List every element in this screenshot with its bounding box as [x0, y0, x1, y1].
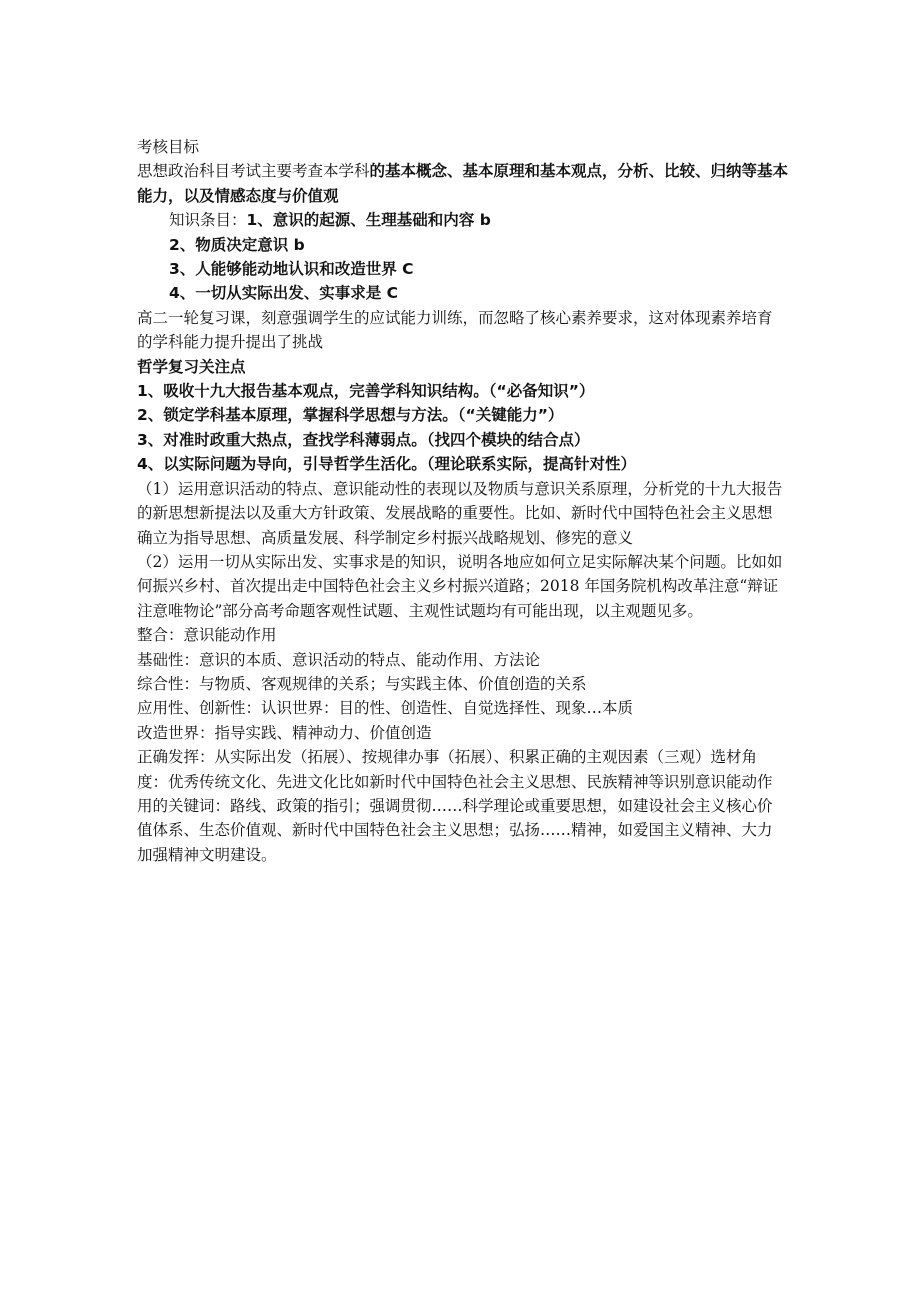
integration-line-1: 整合：意识能动作用	[137, 626, 277, 645]
integration-line-2: 基础性：意识的本质、意识活动的特点、能动作用、方法论	[137, 650, 541, 669]
section-title: 考核目标	[137, 138, 200, 156]
para2-line-2: 何振兴乡村、首次提出走中国特色社会主义乡村振兴道路；2018 年国务院机构改革注意“辩证	[137, 577, 779, 596]
knowledge-item-4: 4、一切从实际出发、实事求是 C	[169, 284, 399, 303]
correct-line-4: 值体系、生态价值观、新时代中国特色社会主义思想；弘扬……精神，如爱国主义精神、大力	[137, 821, 773, 840]
focus-point-2: 2、锁定学科基本原理，掌握科学思想与方法。（“关键能力”）	[137, 406, 564, 425]
para1-line-1: （1）运用意识活动的特点、意识能动性的表现以及物质与意识关系原理，分析党的十九大报告	[137, 479, 783, 498]
correct-line-3: 用的关键词：路线、政策的指引；强调贯彻……科学理论或重要思想，如建设社会主义核心价	[137, 796, 773, 815]
focus-heading: 哲学复习关注点	[137, 357, 246, 376]
para2-line-1: （2）运用一切从实际出发、实事求是的知识，说明各地应如何立足实际解决某个问题。比如如	[137, 552, 783, 571]
integration-line-3: 综合性：与物质、客观规律的关系；与实践主体、价值创造的关系	[137, 674, 587, 693]
focus-point-3: 3、对准时政重大热点，查找学科薄弱点。（找四个模块的结合点）	[137, 430, 590, 449]
knowledge-item-3: 3、人能够能动地认识和改造世界 C	[169, 260, 414, 279]
knowledge-item-text: 1、意识的起源、生理基础和内容 b	[246, 211, 491, 230]
document-body	[137, 135, 787, 867]
focus-point-4: 4、以实际问题为导向，引导哲学生活化。（理论联系实际，提高针对性）	[137, 455, 637, 474]
para2-line-3: 注意唯物论”部分高考命题客观性试题、主观性试题均有可能出现，以主观题见多。	[137, 601, 703, 620]
integration-line-4: 应用性、创新性：认识世界：目的性、创造性、自觉选择性、现象…本质	[137, 699, 634, 718]
correct-line-5: 加强精神文明建设。	[137, 845, 277, 864]
knowledge-label: 知识条目：	[169, 211, 247, 230]
intro-line-1: 高二一轮复习课，刻意强调学生的应试能力训练，而忽略了核心素养要求，这对体现素养培育	[137, 308, 773, 327]
para1-line-2: 的新思想新提法以及重大方针政策、发展战略的重要性。比如、新时代中国特色社会主义思想	[137, 504, 773, 523]
goal-bold: 的基本概念、基本原理和基本观点，分析、比较、归纳等基本	[369, 162, 789, 181]
focus-point-1: 1、吸收十九大报告基本观点，完善学科知识结构。（“必备知识”）	[137, 382, 595, 401]
para1-line-3: 确立为指导思想、高质量发展、科学制定乡村振兴战略规划、修宪的意义	[137, 528, 634, 547]
goal-line-2: 能力，以及情感态度与价值观	[137, 186, 339, 205]
goal-prefix: 思想政治科目考试主要考查本学科	[137, 162, 370, 181]
knowledge-item-1	[137, 208, 787, 232]
goal-line-1	[137, 159, 787, 183]
integration-line-5: 改造世界：指导实践、精神动力、价值创造	[137, 723, 432, 742]
correct-line-2: 度：优秀传统文化、先进文化比如新时代中国特色社会主义思想、民族精神等识别意识能动作	[137, 772, 773, 791]
intro-line-2: 的学科能力提升提出了挑战	[137, 333, 324, 352]
correct-line-1: 正确发挥：从实际出发（拓展）、按规律办事（拓展）、积累正确的主观因素（三观）选材角	[137, 748, 758, 767]
knowledge-item-2: 2、物质决定意识 b	[169, 235, 305, 254]
